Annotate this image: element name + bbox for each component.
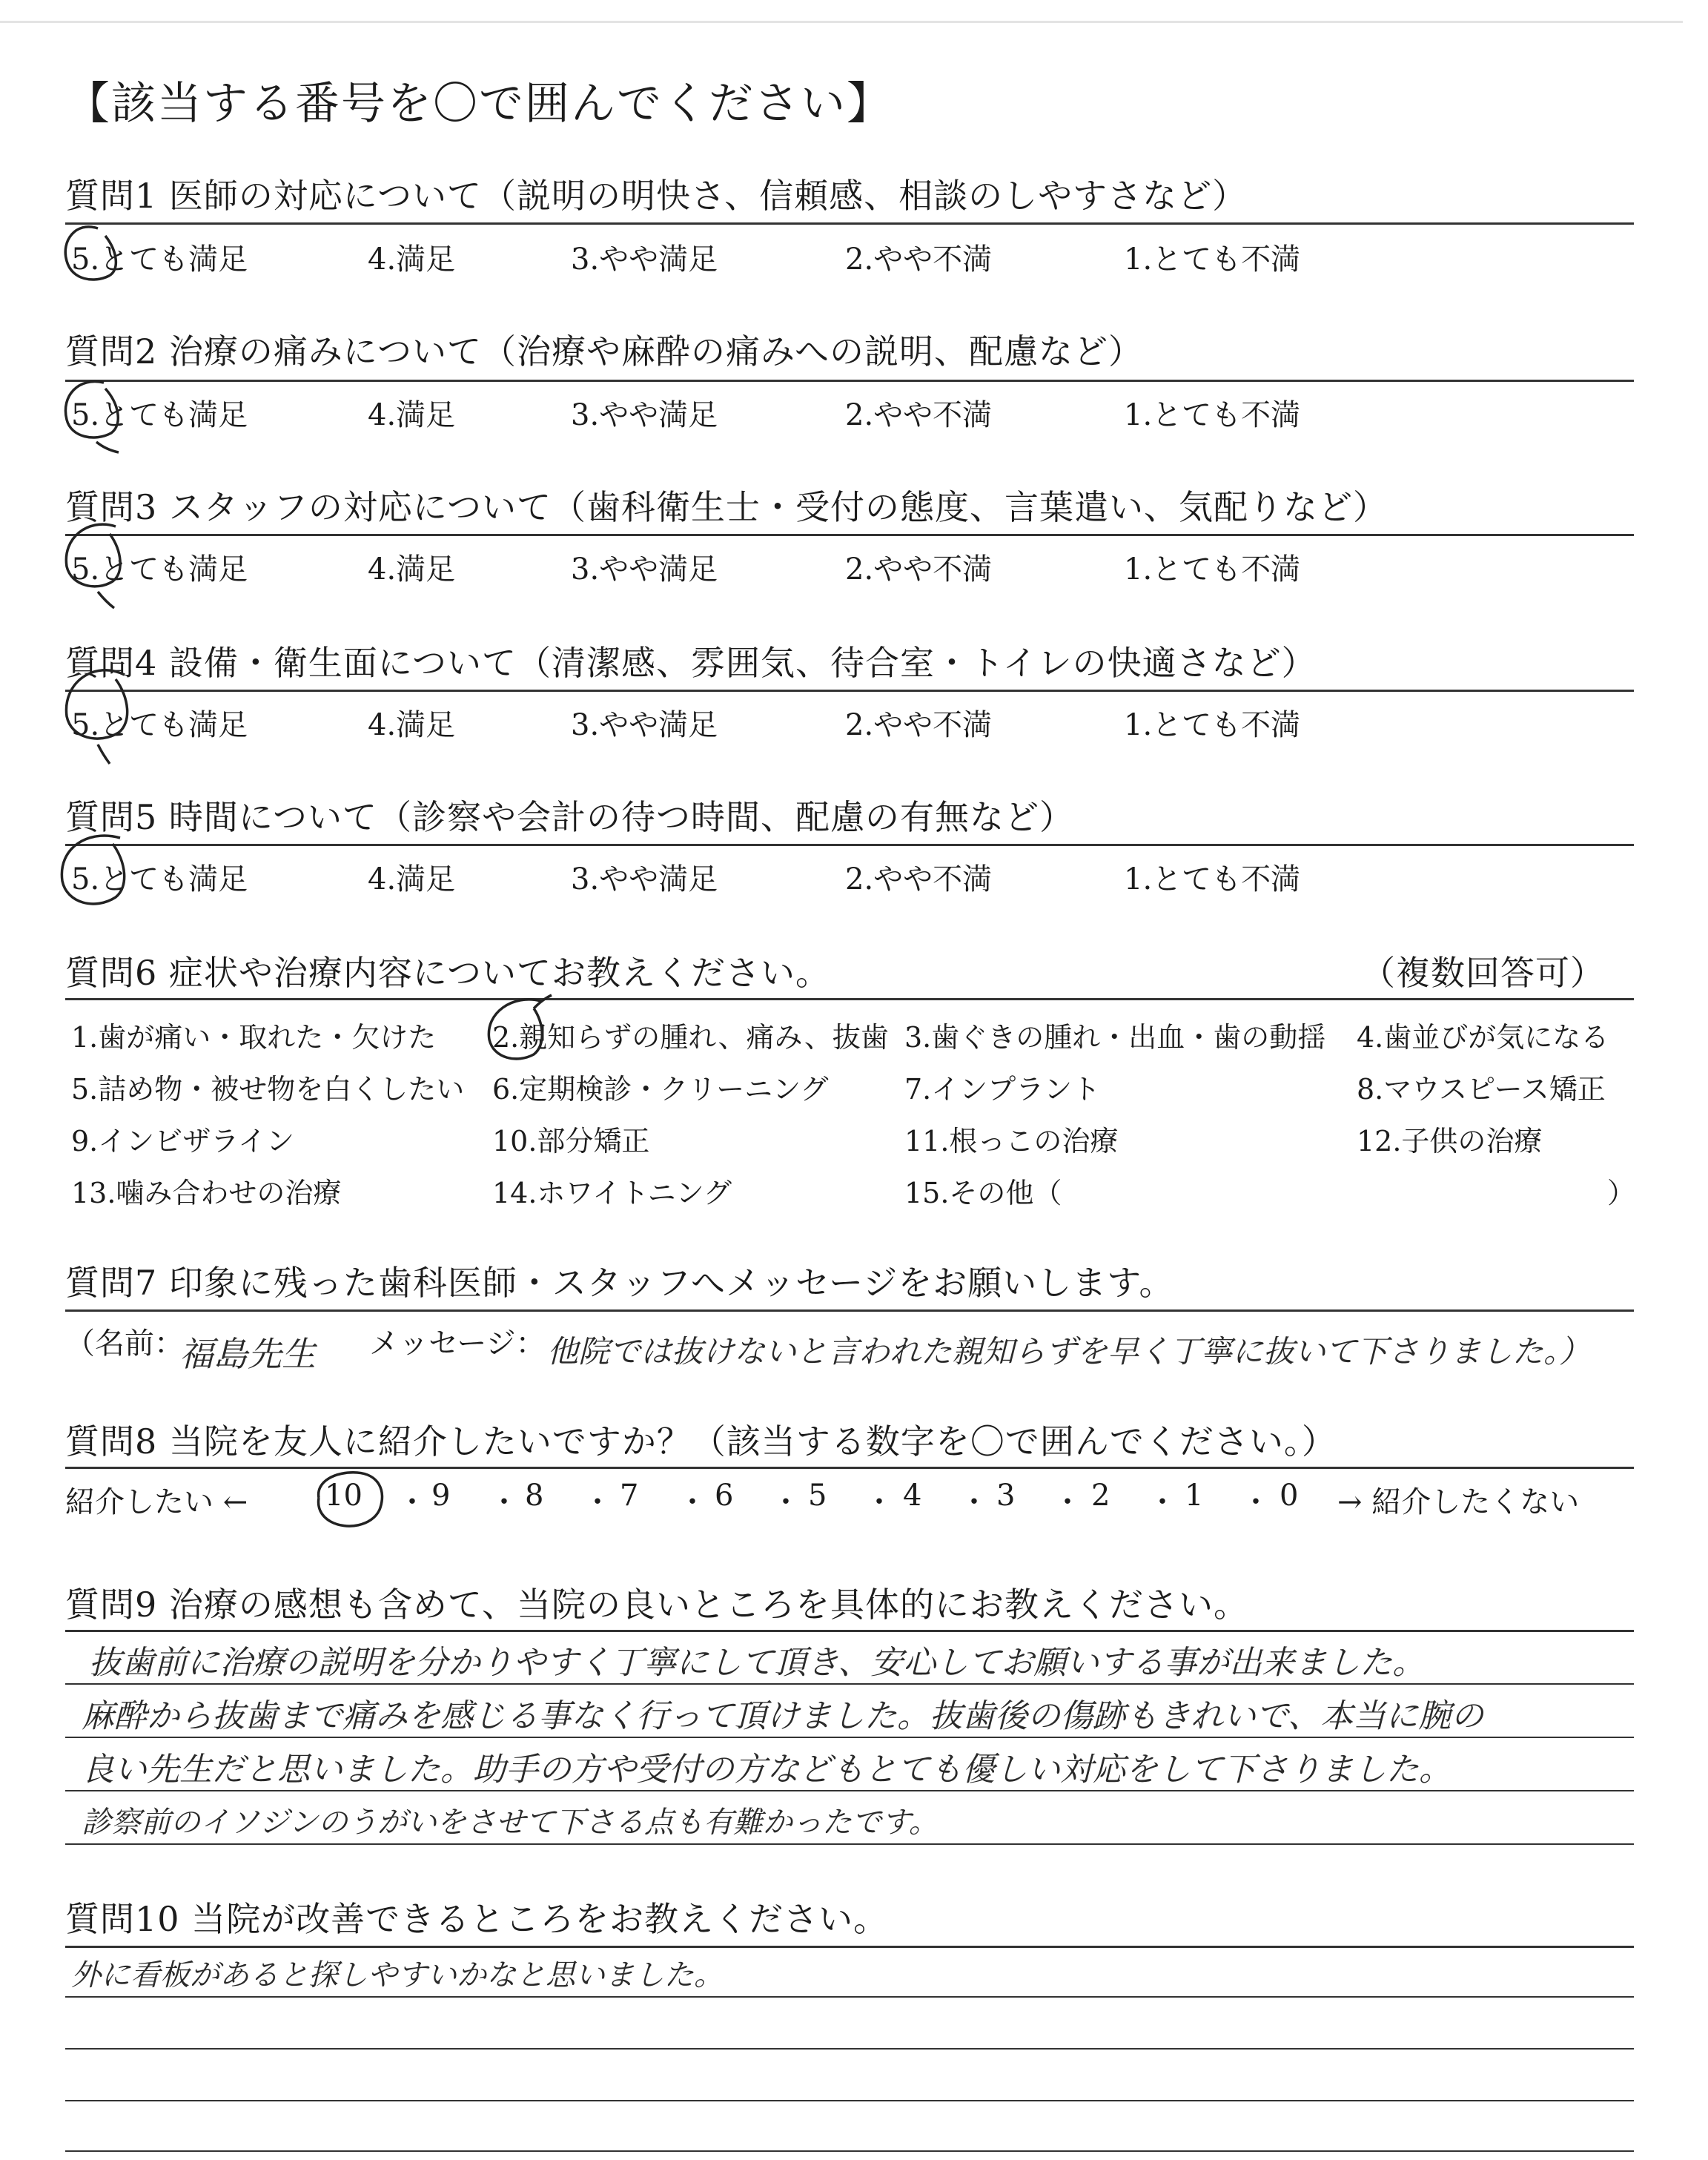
question-8-dot: ・ (959, 1485, 989, 1519)
question-8-dot: ・ (771, 1485, 801, 1519)
question-8-score-9[interactable]: 9 (431, 1479, 451, 1513)
question-6-option-5[interactable]: 5.詰め物・被せ物を白くしたい (71, 1073, 465, 1106)
question-8-dot: ・ (1241, 1485, 1271, 1519)
question-2-option-2[interactable]: 2.やや不満 (845, 398, 993, 432)
question-3-option-5[interactable]: 5.とても満足 (71, 552, 248, 587)
question-4-option-3[interactable]: 3.やや満足 (571, 708, 718, 742)
question-6-option-12[interactable]: 12.子供の治療 (1357, 1125, 1543, 1157)
question-3-title: 質問3 スタッフの対応について（歯科衛生士・受付の態度、言葉遣い、気配りなど） (65, 487, 1388, 527)
question-9-rule-1 (65, 1630, 1634, 1632)
question-8-score-7[interactable]: 7 (620, 1479, 639, 1513)
question-2-option-3[interactable]: 3.やや満足 (571, 398, 718, 432)
question-4-option-2[interactable]: 2.やや不満 (845, 708, 993, 742)
question-8-dot: ・ (678, 1485, 707, 1519)
question-2-option-4[interactable]: 4.満足 (368, 398, 456, 432)
question-6-option-3[interactable]: 3.歯ぐきの腫れ・出血・歯の動揺 (904, 1021, 1326, 1054)
question-2-title: 質問2 治療の痛みについて（治療や麻酔の痛みへの説明、配慮など） (65, 331, 1144, 371)
question-2-rule (65, 380, 1634, 382)
question-3-option-4[interactable]: 4.満足 (368, 552, 456, 587)
question-2-option-5[interactable]: 5.とても満足 (71, 398, 248, 432)
question-3-option-3[interactable]: 3.やや満足 (571, 552, 718, 587)
question-7-message-label: メッセージ： (369, 1327, 546, 1361)
question-8-score-1[interactable]: 1 (1185, 1479, 1204, 1513)
question-4-rule (65, 690, 1634, 692)
question-5-option-1[interactable]: 1.とても不満 (1124, 862, 1301, 896)
page-title: 【該当する番号を〇で囲んでください】 (65, 78, 893, 130)
question-5-option-2[interactable]: 2.やや不満 (845, 862, 993, 896)
question-8-score-4[interactable]: 4 (903, 1479, 922, 1513)
question-5-option-5[interactable]: 5.とても満足 (71, 862, 248, 896)
question-5-selection-circle (46, 823, 150, 927)
question-10-rule-4 (65, 2100, 1634, 2101)
question-1-option-1[interactable]: 1.とても不満 (1124, 242, 1301, 277)
question-8-title: 質問8 当院を友人に紹介したいですか？（該当する数字を〇で囲んでください。） (65, 1421, 1337, 1462)
question-10-rule-3 (65, 2048, 1634, 2050)
question-6-option-4[interactable]: 4.歯並びが気になる (1357, 1021, 1609, 1054)
question-3-rule (65, 534, 1634, 536)
question-6-rule (65, 998, 1634, 1000)
question-7-rule (65, 1309, 1634, 1312)
question-5-rule (65, 844, 1634, 846)
question-8-selection-circle (305, 1461, 394, 1542)
question-8-dot: ・ (583, 1485, 612, 1519)
question-9-title: 質問9 治療の感想も含めて、当院の良いところを具体的にお教えください。 (65, 1585, 1248, 1625)
question-8-score-5[interactable]: 5 (808, 1479, 827, 1513)
question-6-option-8[interactable]: 8.マウスピース矯正 (1357, 1073, 1606, 1106)
question-8-score-2[interactable]: 2 (1091, 1479, 1110, 1513)
question-8-dot: ・ (397, 1485, 427, 1519)
question-9-answer-line-2[interactable]: 麻酔から抜歯まで痛みを感じる事なく行って頂けました。抜歯後の傷跡もきれいで、本当に腕の (82, 1697, 1484, 1735)
question-6-option-14[interactable]: 14.ホワイトニング (492, 1177, 732, 1209)
question-8-score-10[interactable]: 10 (325, 1479, 363, 1513)
question-7-name-value[interactable]: 福島先生 (179, 1334, 316, 1374)
question-8-score-3[interactable]: 3 (996, 1479, 1016, 1513)
question-10-rule-1 (65, 1946, 1634, 1948)
question-8-left-label: 紹介したい ← (65, 1485, 248, 1519)
question-8-dot: ・ (1053, 1485, 1082, 1519)
question-10-answer-line-1[interactable]: 外に看板があると探しやすいかなと思いました。 (71, 1958, 724, 1992)
question-10-rule-2 (65, 1996, 1634, 1998)
question-7-name-label: （名前： (65, 1327, 184, 1361)
question-8-dot: ・ (864, 1485, 894, 1519)
question-5-option-3[interactable]: 3.やや満足 (571, 862, 718, 896)
question-10-rule-5 (65, 2150, 1634, 2152)
question-1-selection-circle (53, 215, 142, 297)
question-1-option-2[interactable]: 2.やや不満 (845, 242, 993, 277)
question-8-right-label: → 紹介したくない (1337, 1485, 1580, 1519)
question-6-option-10[interactable]: 10.部分矯正 (492, 1125, 650, 1157)
question-1-option-5[interactable]: 5.とても満足 (71, 242, 248, 277)
question-8-score-0[interactable]: 0 (1280, 1479, 1299, 1513)
question-4-option-1[interactable]: 1.とても不満 (1124, 708, 1301, 742)
question-7-message-value[interactable]: 他院では抜けないと言われた親知らずを早く丁寧に抜いて下さりました。） (547, 1333, 1591, 1370)
question-6-note: （複数回答可） (1361, 953, 1605, 993)
question-4-selection-circle (50, 653, 154, 771)
question-8-dot: ・ (1148, 1485, 1177, 1519)
question-4-title: 質問4 設備・衛生面について（清潔感、雰囲気、待合室・トイレの快適さなど） (65, 643, 1317, 683)
question-7-title: 質問7 印象に残った歯科医師・スタッフへメッセージをお願いします。 (65, 1263, 1174, 1303)
question-8-rule (65, 1467, 1634, 1469)
question-2-selection-circle (52, 371, 148, 460)
question-6-option-11[interactable]: 11.根っこの治療 (904, 1125, 1119, 1157)
question-6-option-7[interactable]: 7.インプラント (904, 1073, 1101, 1106)
question-2-option-1[interactable]: 1.とても不満 (1124, 398, 1301, 432)
question-8-score-8[interactable]: 8 (525, 1479, 544, 1513)
question-1-rule (65, 222, 1634, 225)
question-3-option-1[interactable]: 1.とても不満 (1124, 552, 1301, 587)
question-9-answer-line-1[interactable]: 抜歯前に治療の説明を分かりやすく丁寧にして頂き、安心してお願いする事が出来ました。 (89, 1644, 1426, 1682)
question-6-selection-circle (474, 991, 563, 1080)
question-1-option-4[interactable]: 4.満足 (368, 242, 456, 277)
question-3-option-2[interactable]: 2.やや不満 (845, 552, 993, 587)
question-5-option-4[interactable]: 4.満足 (368, 862, 456, 896)
question-8-score-6[interactable]: 6 (715, 1479, 734, 1513)
question-1-title: 質問1 医師の対応について（説明の明快さ、信頼感、相談のしやすさなど） (65, 176, 1248, 216)
question-9-rule-4 (65, 1790, 1634, 1791)
question-10-title: 質問10 当院が改善できるところをお教えください。 (65, 1899, 889, 1939)
question-1-option-3[interactable]: 3.やや満足 (571, 242, 718, 277)
question-6-option-6[interactable]: 6.定期検診・クリーニング (492, 1073, 829, 1106)
question-9-answer-line-3[interactable]: 良い先生だと思いました。助手の方や受付の方などもとても優しい対応をして下さりました。 (82, 1751, 1452, 1789)
question-9-rule-3 (65, 1737, 1634, 1738)
question-6-option-13[interactable]: 13.噛み合わせの治療 (71, 1177, 342, 1209)
question-6-option-15-close: ） (1607, 1177, 1636, 1209)
question-6-option-1[interactable]: 1.歯が痛い・取れた・欠けた (71, 1021, 437, 1054)
question-4-option-4[interactable]: 4.満足 (368, 708, 456, 742)
question-6-option-2[interactable]: 2.親知らずの腫れ、痛み、抜歯 (492, 1021, 889, 1054)
question-8-dot: ・ (489, 1485, 519, 1519)
question-9-answer-line-4[interactable]: 診察前のイソジンのうがいをさせて下さる点も有難かったです。 (82, 1806, 939, 1840)
question-6-option-15[interactable]: 15.その他（ (904, 1177, 1062, 1209)
question-6-title: 質問6 症状や治療内容についてお教えください。 (65, 953, 830, 993)
question-3-selection-circle (52, 512, 148, 615)
question-5-title: 質問5 時間について（診察や会計の待つ時間、配慮の有無など） (65, 797, 1074, 837)
page-top-edge (0, 21, 1683, 23)
question-9-rule-2 (65, 1683, 1634, 1685)
question-6-option-9[interactable]: 9.インビザライン (71, 1125, 295, 1157)
question-4-option-5[interactable]: 5.とても満足 (71, 708, 248, 742)
question-9-rule-5 (65, 1843, 1634, 1845)
